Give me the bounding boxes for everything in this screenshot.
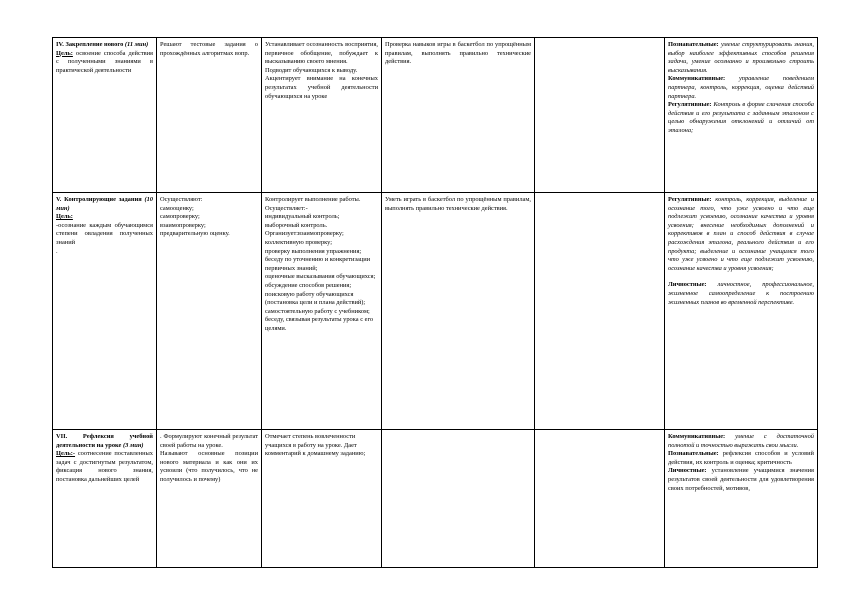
teacher-line: Акцентирует внимание на конечных результатах учебной деятельности обучающихся на уроке [265,75,378,100]
students-line: самооценку; [160,204,194,212]
goal-label: Цель: [56,213,73,221]
teacher-line: оценочные высказывания обучающихся; обсуждение способов решения; [265,273,376,289]
teacher-line: Устанавливает осознанность восприятия, первичное обобщение, побуждает к высказыванию своего мнения. [265,41,378,66]
table-row [53,430,818,568]
uud-title: Познавательные: [668,41,719,48]
table-row [53,38,818,193]
empty-cell [535,193,665,430]
uud-text: Контроль в форме сличения способа действия и его результата с заданным эталоном с целью обнаружения отклонений и отличий от эталона; [668,101,814,134]
students-cell [157,193,262,430]
uud-text: установление учащимися значения результатов своей деятельности для удовлетворения своих потребностей, мотивов, [668,467,814,492]
table-row [53,193,818,430]
uud-title: Коммуникативные: [668,433,726,440]
uud-text: умение структурировать знания, выбор наиболее эффективных способов решения задачи, умение осознанно и произвольно строить высказывания. [668,41,814,74]
uud-title: Личностные: [668,281,707,289]
teacher-cell [262,430,382,568]
teacher-line: самостоятельную работу с учебником; беседу, связывая результаты урока с его целями. [265,307,374,332]
empty-cell [535,430,665,568]
students-cell [157,38,262,193]
stage-cell [53,193,157,430]
uud-title: Личностные: [668,467,707,475]
students-cell [157,430,262,568]
lesson-plan-table [52,37,818,568]
uud-title: Регулятивные: [668,101,712,109]
uud-text: умение с достаточной полнотой и точностью выражать свои мысли. [668,433,814,449]
teacher-line: Организует:взаимопроверку; [265,230,344,238]
students-line: предварительную оценку. [160,230,230,238]
goal-text: -осознание каждым обучающимся степени овладения полученных знаний [56,221,153,246]
stage-cell [53,38,157,193]
uud-title: Познавательные: [668,450,719,458]
goal-label: Цель:- [56,450,76,458]
uud-text: рефлексия способов и условий действия, их контроль и оценка; критичность [668,450,814,466]
activity-line: Проверка навыков игры в баскетбол по упрощённым правилам, выполнять правильно технические действия. [385,41,531,66]
teacher-cell [262,38,382,193]
teacher-line: Осуществляет:- [265,204,308,212]
teacher-line: коллективную проверку; [265,238,333,246]
teacher-line: индивидуальный контроль; [265,213,340,221]
teacher-line: поисковую работу обучающихся (постановка цели и плана действий); [265,290,366,307]
uud-title: Коммуникативные: [668,75,726,83]
students-line: . Формулируют конечный результат своей работы на уроке. [160,433,258,449]
students-line: Решают тестовые задания о прохождённых алгоритмах вопр. [160,41,258,57]
teacher-cell [262,193,382,430]
teacher-line: Подводит обучающихся к выводу. [265,66,358,74]
goal-text: освоение способа действия с полученными знаниями в практической деятельности [56,49,153,74]
goal-label: Цель: [56,49,73,57]
uud-cell [665,38,818,193]
students-line: самопроверку; [160,213,200,221]
activity-cell [382,38,535,193]
stage-duration: (3 мин) [123,441,144,449]
uud-title: Регулятивные: [668,196,712,203]
students-line: взаимопроверку; [160,221,206,229]
stage-duration: (10 мин) [56,196,153,212]
uud-text: личностное, профессиональное, жизненное самоопределение к построению жизненных планов во временной перспективе. [668,281,814,306]
teacher-line: проверку выполнения упражнения; беседу по уточнению и конкретизации первичных знаний; [265,247,371,272]
students-line: Осуществляют: [160,196,203,203]
activity-line: Уметь играть в баскетбол по упрощённым правилам, выполнять правильно технические действия. [385,196,531,212]
activity-cell [382,193,535,430]
teacher-line: выборочный контроль. [265,221,328,229]
uud-cell [665,430,818,568]
stage-cell [53,430,157,568]
stage-title: V. Контролирующие задания [56,196,142,203]
stage-title: VII. Рефлексия учебной деятельности на уроке [56,433,153,449]
uud-text: управление поведением партнера, контроль, коррекция, оценка действий партнера. [668,75,814,100]
goal-extra: . [56,247,58,255]
students-line: Называют основные позиции нового материала и как они их усвоили (что получилось, что не получилось и почему) [160,450,258,483]
uud-cell [665,193,818,430]
empty-cell [535,38,665,193]
activity-cell [382,430,535,568]
goal-text: соотнесение поставленных задач с достигнутым результатом, фиксация нового знания, постановка дальнейших целей [56,450,153,483]
stage-duration: (11 мин) [124,41,149,48]
teacher-line: Контролирует выполнение работы. [265,196,361,203]
teacher-line: Отмечает степень вовлеченности учащихся в работу на уроке. Дает комментарий к домашнему заданию; [265,433,366,458]
stage-title: IV. Закрепление нового [56,41,124,48]
uud-text: контроль, коррекция, выделение и осознание того, что уже усвоено и что еще подлежит усвоению, осознание качества и уровня усвоения; внесение необходимых дополнений и коррективов в план и способ действия в случае расхождения эталона, реального действия и его продукта; выделение и осознание учащимся того что уже усвоено и что еще подлежит усвоению, осознание качества и уровня усвоения; [668,196,814,272]
